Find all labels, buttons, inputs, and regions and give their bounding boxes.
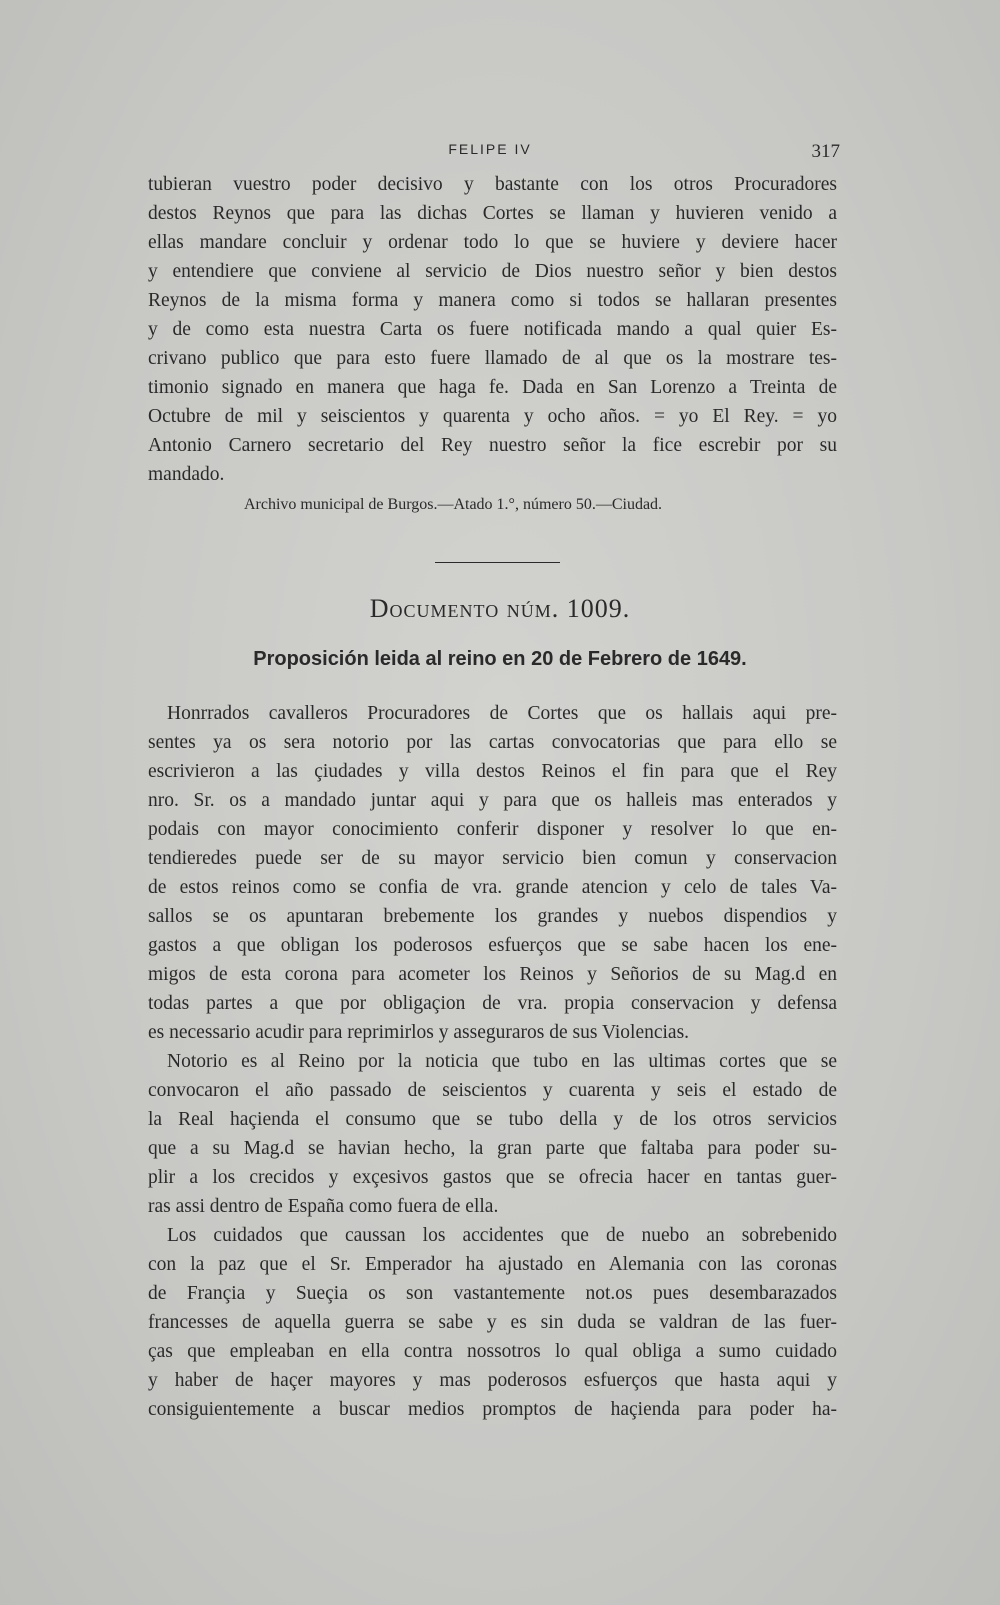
- text-line: mandado.: [148, 464, 225, 485]
- running-title: FELIPE IV: [448, 141, 532, 157]
- text-line: consiguientemente a buscar medios promptos de haçienda para poder ha-: [148, 1399, 837, 1420]
- paragraph-3: [148, 1221, 837, 1424]
- text-line: Reynos de la misma forma y manera como si todos se hallaran presentes: [148, 290, 837, 311]
- text-line: francesses de aquella guerra se sabe y es sin duda se valdran de las fuer-: [148, 1312, 837, 1333]
- text-line: Octubre de mil y seiscientos y quarenta y ocho años. = yo El Rey. = yo: [148, 406, 837, 427]
- text-line: Notorio es al Reino por la noticia que tubo en las ultimas cortes que se: [167, 1051, 837, 1072]
- running-head: [140, 141, 840, 163]
- document-subheading: Proposición leida al reino en 20 de Febrero de 1649.: [253, 648, 747, 670]
- text-line: sallos se os apuntaran brebemente los grandes y nuebos dispendios y: [148, 906, 837, 927]
- document-heading: Documento núm. 1009.: [369, 594, 631, 623]
- text-line: Honrrados cavalleros Procuradores de Cortes que os hallais aqui pre-: [167, 703, 837, 724]
- text-line: y haber de haçer mayores y mas poderosos esfuerços que hasta aqui y: [148, 1370, 837, 1391]
- paragraph-2: [148, 1047, 837, 1221]
- text-line: escrivieron a las çiudades y villa destos Reinos el fin para que el Rey: [148, 761, 837, 782]
- text-line: ças que empleaban en ella contra nossotros lo qual obliga a sumo cuidado: [148, 1341, 837, 1362]
- text-line: todas partes a que por obligaçion de vra. propia conservacion y defensa: [148, 993, 837, 1014]
- text-line: Antonio Carnero secretario del Rey nuestro señor la fice escrebir por su: [148, 435, 837, 456]
- paragraph-1: [148, 699, 837, 1047]
- text-line: nro. Sr. os a mandado juntar aqui y para que os halleis mas enterados y: [148, 790, 837, 811]
- text-line: tendieredes puede ser de su mayor servicio bien comun y conservacion: [148, 848, 837, 869]
- text-line: y entendiere que conviene al servicio de Dios nuestro señor y bien destos: [148, 261, 837, 282]
- section-divider: [435, 562, 560, 563]
- text-line: crivano publico que para esto fuere llamado de al que os la mostrare tes-: [148, 348, 837, 369]
- text-line: con la paz que el Sr. Emperador ha ajustado en Alemania con las coronas: [148, 1254, 837, 1275]
- text-line: ras assi dentro de España como fuera de ella.: [148, 1196, 499, 1217]
- text-line: migos de esta corona para acometer los Reinos y Señorios de su Mag.d en: [148, 964, 837, 985]
- text-line: es necessario acudir para reprimirlos y asseguraros de sus Violencias.: [148, 1022, 690, 1043]
- text-line: sentes ya os sera notorio por las cartas convocatorias que para ello se: [148, 732, 837, 753]
- text-line: convocaron el año passado de seiscientos y cuarenta y seis el estado de: [148, 1080, 837, 1101]
- text-line: gastos a que obligan los poderosos esfuerços que se sabe hacen los ene-: [148, 935, 837, 956]
- text-line: Los cuidados que caussan los accidentes que de nuebo an sobrebenido: [167, 1225, 837, 1246]
- text-line: de Françia y Sueçia os son vastantemente not.os pues desembarazados: [148, 1283, 837, 1304]
- text-line: plir a los crecidos y exçesivos gastos que se ofrecia hacer en tantas guer-: [148, 1167, 837, 1188]
- text-line: podais con mayor conocimiento conferir disponer y resolver lo que en-: [148, 819, 837, 840]
- text-line: que a su Mag.d se havian hecho, la gran parte que faltaba para poder su-: [148, 1138, 837, 1159]
- text-line: timonio signado en manera que haga fe. Dada en San Lorenzo a Treinta de: [148, 377, 837, 398]
- text-line: la Real haçienda el consumo que se tubo della y de los otros servicios: [148, 1109, 837, 1130]
- text-line: de estos reinos como se confia de vra. grande atencion y celo de tales Va-: [148, 877, 837, 898]
- page-number: 317: [811, 141, 840, 162]
- text-line: tubieran vuestro poder decisivo y bastante con los otros Procuradores: [148, 174, 837, 195]
- text-line: ellas mandare concluir y ordenar todo lo que se huviere y deviere hacer: [148, 232, 837, 253]
- archive-citation: Archivo municipal de Burgos.—Atado 1.°, número 50.—Ciudad.: [244, 496, 663, 513]
- opening-text: [148, 170, 837, 489]
- text-line: y de como esta nuestra Carta os fuere notificada mando a qual quier Es-: [148, 319, 837, 340]
- text-line: destos Reynos que para las dichas Cortes se llaman y huvieren venido a: [148, 203, 837, 224]
